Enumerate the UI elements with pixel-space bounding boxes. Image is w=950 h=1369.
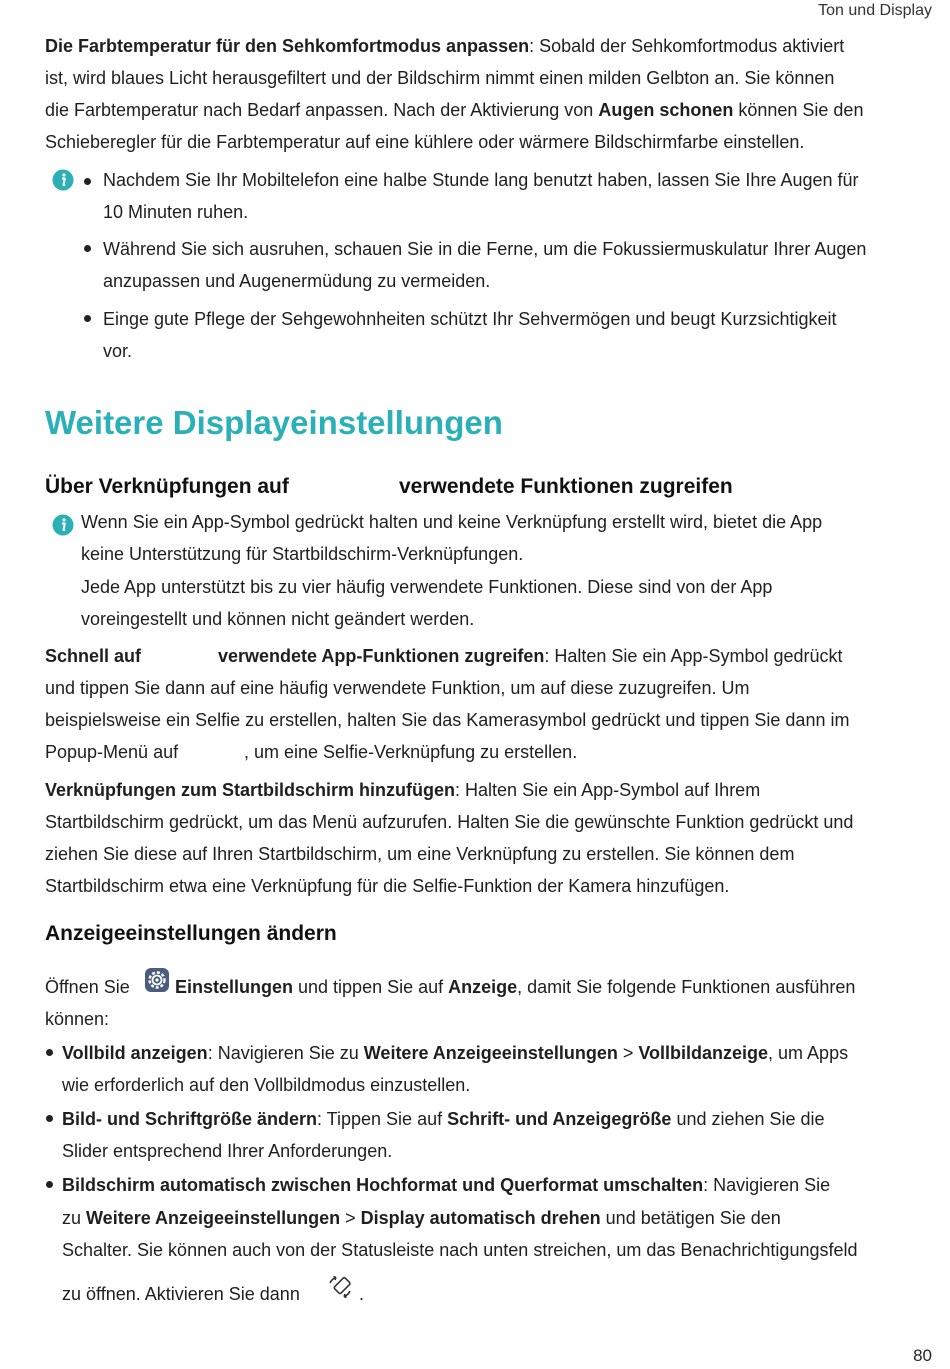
quick-access-line-2: und tippen Sie dann auf eine häufig verwendete Funktion, um auf diese zuzugreifen. Um	[45, 678, 750, 698]
intro-text: können Sie den	[733, 100, 864, 120]
quick-access-text: : Halten Sie ein App-Symbol gedrückt	[544, 646, 843, 666]
note2-line-3: Jede App unterstützt bis zu vier häufig verwendete Funktionen. Diese sind von der App	[81, 577, 773, 597]
shortcut-line-2: Startbildschirm gedrückt, um das Menü aufzurufen. Halten Sie die gewünschte Funktion gedrückt und	[45, 812, 854, 832]
auto-rotate-icon	[327, 1274, 353, 1300]
note2-line-4: voreingestellt und können nicht geändert werden.	[81, 609, 475, 629]
bullet-dot	[84, 315, 91, 322]
augen-schonen-term: Augen schonen	[598, 100, 734, 120]
item1-text: , um Apps	[768, 1043, 849, 1063]
item1-text: : Navigieren Sie zu	[207, 1043, 364, 1063]
subsection-title-1a: Über Verknüpfungen auf	[45, 475, 289, 498]
item3-path-2: Display automatisch drehen	[360, 1208, 601, 1228]
intro-line-4: Schieberegler für die Farbtemperatur auf eine kühlere oder wärmere Bildschirmfarbe einstellen.	[45, 132, 805, 152]
intro-text: die Farbtemperatur nach Bedarf anpassen. Nach der Aktivierung von	[45, 100, 599, 120]
page-number: 80	[913, 1346, 932, 1365]
item3-text: >	[340, 1208, 361, 1228]
shortcut-line-3: ziehen Sie diese auf Ihren Startbildschirm, um eine Verknüpfung zu erstellen. Sie können dem	[45, 844, 795, 864]
bullet-dot	[46, 1181, 53, 1188]
subsection-title-1b: verwendete Funktionen zugreifen	[399, 475, 733, 498]
info-icon	[52, 169, 74, 191]
open-settings-line-1	[175, 975, 855, 999]
quick-access-term-b: verwendete App-Funktionen zugreifen	[218, 646, 545, 666]
item2-path: Schrift- und Anzeigegröße	[447, 1109, 672, 1129]
note2-line-1: Wenn Sie ein App-Symbol gedrückt halten und keine Verknüpfung erstellt wird, bietet die App	[81, 512, 823, 532]
note1-bullet-3-line-2: vor.	[103, 341, 133, 361]
anzeige-term: Anzeige	[448, 977, 518, 997]
item2-term: Bild- und Schriftgröße ändern	[62, 1109, 317, 1129]
item3-line-3: Schalter. Sie können auch von der Statusleiste nach unten streichen, um das Benachrichtigungsfeld	[62, 1240, 858, 1260]
open-settings-text: , damit Sie folgende Funktionen ausführen	[517, 977, 856, 997]
note1-bullet-2-line-1: Während Sie sich ausruhen, schauen Sie in die Ferne, um die Fokussiermuskulatur Ihrer Augen	[103, 239, 867, 259]
shortcut-term: Verknüpfungen zum Startbildschirm hinzufügen	[45, 780, 456, 800]
item3-line-4b: .	[359, 1284, 365, 1304]
quick-access-line-4a: Popup-Menü auf	[45, 742, 179, 762]
bullet-dot	[84, 178, 91, 185]
intro-text: : Sobald der Sehkomfortmodus aktiviert	[529, 36, 845, 56]
item3-term: Bildschirm automatisch zwischen Hochformat und Querformat umschalten	[62, 1175, 704, 1195]
open-settings-line-2: können:	[45, 1009, 110, 1029]
quick-access-term-a: Schnell auf	[45, 646, 142, 666]
note1-bullet-1-line-2: 10 Minuten ruhen.	[103, 202, 249, 222]
quick-access-line-4b: , um eine Selfie-Verknüpfung zu erstellen.	[244, 742, 578, 762]
bullet-dot	[46, 1115, 53, 1122]
item2-text: : Tippen Sie auf	[317, 1109, 448, 1129]
note1-bullet-1-line-1: Nachdem Sie Ihr Mobiltelefon eine halbe Stunde lang benutzt haben, lassen Sie Ihre Augen für	[103, 170, 859, 190]
info-icon	[52, 514, 74, 536]
item1-path-2: Vollbildanzeige	[638, 1043, 769, 1063]
open-settings-text: und tippen Sie auf	[293, 977, 449, 997]
item3-line-4a: zu öffnen. Aktivieren Sie dann	[62, 1284, 300, 1304]
item3-path-1: Weitere Anzeigeeinstellungen	[86, 1208, 341, 1228]
item1-path-1: Weitere Anzeigeeinstellungen	[363, 1043, 618, 1063]
shortcut-line-1	[45, 778, 760, 802]
item2-line-2: Slider entsprechend Ihrer Anforderungen.	[62, 1141, 393, 1161]
intro-line-2: ist, wird blaues Licht herausgefiltert und der Bildschirm nimmt einen milden Gelbton an. Sie können	[45, 68, 835, 88]
item1-line-1	[62, 1041, 848, 1065]
item3-text: : Navigieren Sie	[703, 1175, 831, 1195]
item2-line-1	[62, 1107, 825, 1131]
open-settings-a: Öffnen Sie	[45, 977, 130, 997]
item1-term: Vollbild anzeigen	[62, 1043, 208, 1063]
running-header: Ton und Display	[818, 2, 932, 19]
item1-line-2: wie erforderlich auf den Vollbildmodus einzustellen.	[62, 1075, 471, 1095]
note1-bullet-3-line-1: Einge gute Pflege der Sehgewohnheiten schützt Ihr Sehvermögen und beugt Kurzsichtigkeit	[103, 309, 837, 329]
item3-line-1	[62, 1173, 830, 1197]
bullet-dot	[84, 245, 91, 252]
item3-text: zu	[62, 1208, 87, 1228]
item3-line-2	[62, 1206, 781, 1230]
item3-text: und betätigen Sie den	[600, 1208, 781, 1228]
intro-term: Die Farbtemperatur für den Sehkomfortmodus anpassen	[45, 36, 530, 56]
item1-text: >	[617, 1043, 639, 1063]
item2-text: und ziehen Sie die	[671, 1109, 825, 1129]
quick-access-line-1	[218, 644, 843, 668]
settings-gear-icon	[144, 967, 170, 993]
note1-bullet-2-line-2: anzupassen und Augenermüdung zu vermeiden.	[103, 271, 491, 291]
shortcut-text: : Halten Sie ein App-Symbol auf Ihrem	[455, 780, 761, 800]
section-title: Weitere Displayeinstellungen	[45, 404, 503, 441]
intro-line-1	[45, 34, 844, 58]
quick-access-line-3: beispielsweise ein Selfie zu erstellen, halten Sie das Kamerasymbol gedrückt und tippen Sie dann im	[45, 710, 850, 730]
subsection-title-2: Anzeigeeinstellungen ändern	[45, 922, 337, 945]
settings-term: Einstellungen	[175, 977, 294, 997]
intro-line-3	[45, 98, 863, 122]
bullet-dot	[46, 1049, 53, 1056]
note2-line-2: keine Unterstützung für Startbildschirm-Verknüpfungen.	[81, 544, 524, 564]
shortcut-line-4: Startbildschirm etwa eine Verknüpfung für die Selfie-Funktion der Kamera hinzufügen.	[45, 876, 730, 896]
